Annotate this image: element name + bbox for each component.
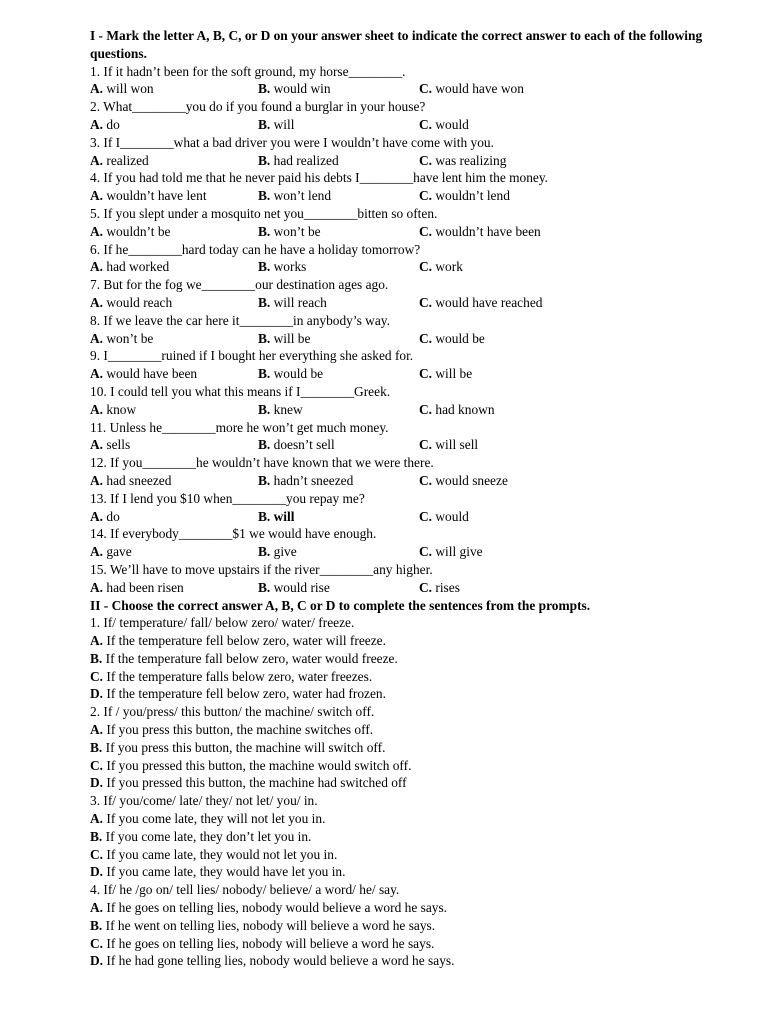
question-text: 2. What________you do if you found a burglar in your house? bbox=[90, 99, 426, 115]
answer-option-b bbox=[258, 579, 330, 597]
option-letter: B. bbox=[258, 81, 271, 97]
option-letter: B. bbox=[258, 330, 271, 346]
option-text: If you came late, they would not let you in. bbox=[103, 846, 338, 862]
option-letter: A. bbox=[90, 116, 104, 132]
option-text: will be bbox=[432, 366, 473, 382]
option-text: If the temperature falls below zero, water freezes. bbox=[103, 668, 373, 684]
option-letter: C. bbox=[419, 223, 433, 239]
option-letter: C. bbox=[419, 188, 433, 204]
option-text: do bbox=[103, 508, 120, 524]
option-letter: B. bbox=[258, 152, 271, 168]
sentence-option bbox=[90, 899, 740, 917]
option-letter: C. bbox=[419, 116, 433, 132]
sentence-option bbox=[90, 739, 740, 757]
question-text: 4. If you had told me that he never paid his debts I________have lent him the money. bbox=[90, 170, 549, 186]
option-letter: B. bbox=[258, 472, 271, 488]
answer-option-c bbox=[419, 187, 510, 205]
answer-option-c bbox=[419, 472, 508, 490]
option-letter: C. bbox=[419, 366, 433, 382]
answer-option-b bbox=[258, 116, 294, 134]
option-text: If you pressed this button, the machine would switch off. bbox=[103, 757, 412, 773]
answer-option-c bbox=[419, 116, 469, 134]
option-text: If he went on telling lies, nobody will believe a word he says. bbox=[102, 917, 436, 933]
option-text: give bbox=[270, 544, 297, 560]
option-text: had known bbox=[432, 401, 495, 417]
answer-option-a bbox=[90, 223, 170, 241]
answer-option-a bbox=[90, 436, 130, 454]
option-text: would bbox=[432, 508, 469, 524]
option-letter: B. bbox=[258, 188, 271, 204]
option-text: would win bbox=[270, 81, 331, 97]
answer-options-row bbox=[90, 436, 740, 454]
sentence-option bbox=[90, 846, 740, 864]
question-text: 3. If I________what a bad driver you were I wouldn’t have come with you. bbox=[90, 134, 494, 150]
option-text: realized bbox=[103, 152, 149, 168]
option-text: won’t be bbox=[103, 330, 154, 346]
answer-options-row bbox=[90, 80, 740, 98]
option-text: was realizing bbox=[432, 152, 507, 168]
answer-option-a bbox=[90, 152, 149, 170]
option-text: will bbox=[270, 116, 295, 132]
option-letter: A. bbox=[90, 152, 104, 168]
option-letter: C. bbox=[419, 472, 433, 488]
option-text: would have reached bbox=[432, 294, 543, 310]
option-letter: C. bbox=[419, 152, 433, 168]
option-letter: B. bbox=[258, 116, 271, 132]
option-letter: B. bbox=[258, 508, 271, 524]
option-letter: A. bbox=[90, 401, 104, 417]
option-text: wouldn’t have lent bbox=[103, 188, 207, 204]
answer-option-c bbox=[419, 294, 542, 312]
answer-option-a bbox=[90, 80, 154, 98]
option-letter: B. bbox=[90, 828, 103, 844]
option-letter: B. bbox=[258, 366, 271, 382]
option-letter: B. bbox=[258, 437, 271, 453]
answer-option-b bbox=[258, 436, 335, 454]
answer-option-a bbox=[90, 472, 171, 490]
option-letter: B. bbox=[258, 259, 271, 275]
part2-heading: II - Choose the correct answer A, B, C or D to complete the sentences from the prompts. bbox=[90, 597, 591, 613]
option-letter: D. bbox=[90, 775, 104, 791]
answer-option-b bbox=[258, 543, 297, 561]
answer-option-c bbox=[419, 543, 483, 561]
option-letter: A. bbox=[90, 294, 104, 310]
sentence-option bbox=[90, 721, 740, 739]
option-letter: B. bbox=[90, 739, 103, 755]
option-letter: A. bbox=[90, 259, 104, 275]
option-text: would rise bbox=[270, 579, 330, 595]
option-text: If he goes on telling lies, nobody will believe a word he says. bbox=[103, 935, 435, 951]
option-text: will be bbox=[270, 330, 311, 346]
worksheet-page bbox=[90, 27, 740, 970]
answer-option-a bbox=[90, 401, 136, 419]
option-letter: C. bbox=[419, 294, 433, 310]
answer-options-row bbox=[90, 187, 740, 205]
option-text: knew bbox=[270, 401, 303, 417]
option-letter: A. bbox=[90, 81, 104, 97]
option-text: If you come late, they don’t let you in. bbox=[102, 828, 312, 844]
answer-option-c bbox=[419, 80, 524, 98]
question-text: 15. We’ll have to move upstairs if the river________any higher. bbox=[90, 561, 433, 577]
question-text: 13. If I lend you $10 when________you repay me? bbox=[90, 490, 365, 506]
sentence-option bbox=[90, 650, 740, 668]
option-letter: C. bbox=[419, 81, 433, 97]
part1-question-list bbox=[90, 63, 740, 597]
question-text: 14. If everybody________$1 we would have enough. bbox=[90, 526, 377, 542]
question-text: 10. I could tell you what this means if I________Greek. bbox=[90, 383, 391, 399]
answer-option-a bbox=[90, 508, 120, 526]
option-text: will bbox=[270, 508, 295, 524]
answer-options-row bbox=[90, 365, 740, 383]
option-letter: D. bbox=[90, 953, 104, 969]
option-letter: B. bbox=[258, 223, 271, 239]
answer-option-a bbox=[90, 258, 169, 276]
option-text: do bbox=[103, 116, 120, 132]
option-text: had worked bbox=[103, 259, 170, 275]
answer-options-row bbox=[90, 258, 740, 276]
option-letter: B. bbox=[90, 650, 103, 666]
option-text: had sneezed bbox=[103, 472, 172, 488]
sentence-option bbox=[90, 917, 740, 935]
question-text: 7. But for the fog we________our destination ages ago. bbox=[90, 277, 389, 293]
option-letter: B. bbox=[258, 401, 271, 417]
question-text: 5. If you slept under a mosquito net you________bitten so often. bbox=[90, 205, 438, 221]
option-text: wouldn’t lend bbox=[432, 188, 510, 204]
answer-option-a bbox=[90, 330, 153, 348]
option-letter: D. bbox=[90, 686, 104, 702]
option-text: would have been bbox=[103, 366, 198, 382]
option-text: won’t lend bbox=[270, 188, 332, 204]
sentence-option bbox=[90, 810, 740, 828]
option-text: won’t be bbox=[270, 223, 321, 239]
answer-option-c bbox=[419, 401, 495, 419]
option-letter: A. bbox=[90, 544, 104, 560]
answer-option-b bbox=[258, 187, 331, 205]
answer-option-c bbox=[419, 365, 472, 383]
prompt-text: 3. If/ you/come/ late/ they/ not let/ you/ in. bbox=[90, 793, 318, 809]
sentence-option bbox=[90, 952, 740, 970]
question-text: 1. If it hadn’t been for the soft ground, my horse________. bbox=[90, 63, 406, 79]
option-letter: A. bbox=[90, 900, 104, 916]
answer-options-row bbox=[90, 543, 740, 561]
question-text: 12. If you________he wouldn’t have known that we were there. bbox=[90, 455, 434, 471]
answer-options-row bbox=[90, 116, 740, 134]
option-text: wouldn’t be bbox=[103, 223, 171, 239]
option-text: If the temperature fell below zero, water will freeze. bbox=[103, 633, 386, 649]
option-text: hadn’t sneezed bbox=[270, 472, 354, 488]
option-letter: A. bbox=[90, 811, 104, 827]
option-text: If the temperature fall below zero, water would freeze. bbox=[102, 650, 398, 666]
option-letter: A. bbox=[90, 330, 104, 346]
answer-option-c bbox=[419, 258, 463, 276]
sentence-option bbox=[90, 632, 740, 650]
option-text: sells bbox=[103, 437, 131, 453]
option-letter: B. bbox=[258, 579, 271, 595]
option-text: If you pressed this button, the machine had switched off bbox=[103, 775, 407, 791]
sentence-option bbox=[90, 668, 740, 686]
sentence-option bbox=[90, 757, 740, 775]
option-text: will won bbox=[103, 81, 154, 97]
prompt-text: 4. If/ he /go on/ tell lies/ nobody/ believe/ a word/ he/ say. bbox=[90, 882, 400, 898]
option-letter: C. bbox=[90, 935, 104, 951]
answer-option-a bbox=[90, 294, 172, 312]
option-text: would sneeze bbox=[432, 472, 508, 488]
answer-options-row bbox=[90, 579, 740, 597]
option-text: work bbox=[432, 259, 463, 275]
option-letter: A. bbox=[90, 579, 104, 595]
sentence-option bbox=[90, 774, 740, 792]
answer-options-row bbox=[90, 294, 740, 312]
option-text: doesn’t sell bbox=[270, 437, 335, 453]
option-text: If he goes on telling lies, nobody would believe a word he says. bbox=[103, 900, 448, 916]
option-letter: A. bbox=[90, 633, 104, 649]
part2-item-list bbox=[90, 614, 740, 970]
answer-options-row bbox=[90, 508, 740, 526]
option-text: If he had gone telling lies, nobody would believe a word he says. bbox=[103, 953, 455, 969]
answer-option-b bbox=[258, 472, 353, 490]
answer-option-a bbox=[90, 579, 184, 597]
answer-option-c bbox=[419, 330, 485, 348]
option-text: wouldn’t have been bbox=[432, 223, 541, 239]
answer-option-b bbox=[258, 508, 294, 526]
answer-option-b bbox=[258, 223, 321, 241]
option-letter: C. bbox=[419, 330, 433, 346]
question-text: 11. Unless he________more he won’t get much money. bbox=[90, 419, 389, 435]
part1-heading: I - Mark the letter A, B, C, or D on your answer sheet to indicate the correct answer to each of the following questions. bbox=[90, 28, 703, 61]
option-letter: C. bbox=[419, 401, 433, 417]
answer-option-b bbox=[258, 80, 331, 98]
option-text: will sell bbox=[432, 437, 479, 453]
option-text: rises bbox=[432, 579, 460, 595]
prompt-text: 1. If/ temperature/ fall/ below zero/ water/ freeze. bbox=[90, 615, 355, 631]
option-text: would bbox=[432, 116, 469, 132]
sentence-option bbox=[90, 935, 740, 953]
sentence-option bbox=[90, 685, 740, 703]
option-letter: A. bbox=[90, 223, 104, 239]
option-text: If you press this button, the machine will switch off. bbox=[102, 739, 386, 755]
answer-option-b bbox=[258, 365, 323, 383]
option-letter: B. bbox=[258, 544, 271, 560]
answer-option-c bbox=[419, 223, 541, 241]
option-text: had realized bbox=[270, 152, 339, 168]
option-letter: C. bbox=[90, 668, 104, 684]
option-text: would have won bbox=[432, 81, 524, 97]
option-letter: C. bbox=[90, 757, 104, 773]
option-text: would be bbox=[270, 366, 324, 382]
question-text: 6. If he________hard today can he have a holiday tomorrow? bbox=[90, 241, 421, 257]
option-text: will give bbox=[432, 544, 483, 560]
answer-options-row bbox=[90, 330, 740, 348]
option-letter: B. bbox=[258, 294, 271, 310]
option-letter: A. bbox=[90, 722, 104, 738]
option-letter: C. bbox=[419, 579, 433, 595]
option-letter: C. bbox=[419, 437, 433, 453]
option-text: works bbox=[270, 259, 307, 275]
answer-option-b bbox=[258, 294, 327, 312]
answer-option-a bbox=[90, 365, 197, 383]
option-letter: C. bbox=[419, 259, 433, 275]
sentence-option bbox=[90, 863, 740, 881]
option-letter: B. bbox=[90, 917, 103, 933]
answer-option-c bbox=[419, 152, 506, 170]
prompt-text: 2. If / you/press/ this button/ the machine/ switch off. bbox=[90, 704, 375, 720]
option-text: gave bbox=[103, 544, 132, 560]
option-text: will reach bbox=[270, 294, 327, 310]
option-letter: C. bbox=[419, 508, 433, 524]
answer-options-row bbox=[90, 223, 740, 241]
option-letter: A. bbox=[90, 366, 104, 382]
option-letter: A. bbox=[90, 508, 104, 524]
option-text: had been risen bbox=[103, 579, 184, 595]
answer-option-b bbox=[258, 258, 306, 276]
answer-option-b bbox=[258, 152, 339, 170]
option-text: would reach bbox=[103, 294, 173, 310]
question-text: 8. If we leave the car here it________in anybody’s way. bbox=[90, 312, 390, 328]
answer-option-b bbox=[258, 401, 303, 419]
answer-option-c bbox=[419, 508, 469, 526]
option-text: If you come late, they will not let you in. bbox=[103, 811, 326, 827]
option-letter: A. bbox=[90, 437, 104, 453]
option-letter: A. bbox=[90, 188, 104, 204]
sentence-option bbox=[90, 828, 740, 846]
answer-option-a bbox=[90, 116, 120, 134]
option-text: If you press this button, the machine switches off. bbox=[103, 722, 374, 738]
option-letter: C. bbox=[90, 846, 104, 862]
option-letter: C. bbox=[419, 544, 433, 560]
option-text: would be bbox=[432, 330, 485, 346]
option-letter: A. bbox=[90, 472, 104, 488]
option-text: know bbox=[103, 401, 137, 417]
option-text: If the temperature fell below zero, water had frozen. bbox=[103, 686, 386, 702]
answer-options-row bbox=[90, 401, 740, 419]
question-text: 9. I________ruined if I bought her everything she asked for. bbox=[90, 348, 414, 364]
answer-option-b bbox=[258, 330, 310, 348]
answer-option-a bbox=[90, 187, 207, 205]
answer-option-c bbox=[419, 579, 460, 597]
answer-option-c bbox=[419, 436, 478, 454]
answer-option-a bbox=[90, 543, 132, 561]
option-letter: D. bbox=[90, 864, 104, 880]
answer-options-row bbox=[90, 152, 740, 170]
answer-options-row bbox=[90, 472, 740, 490]
option-text: If you came late, they would have let you in. bbox=[103, 864, 346, 880]
